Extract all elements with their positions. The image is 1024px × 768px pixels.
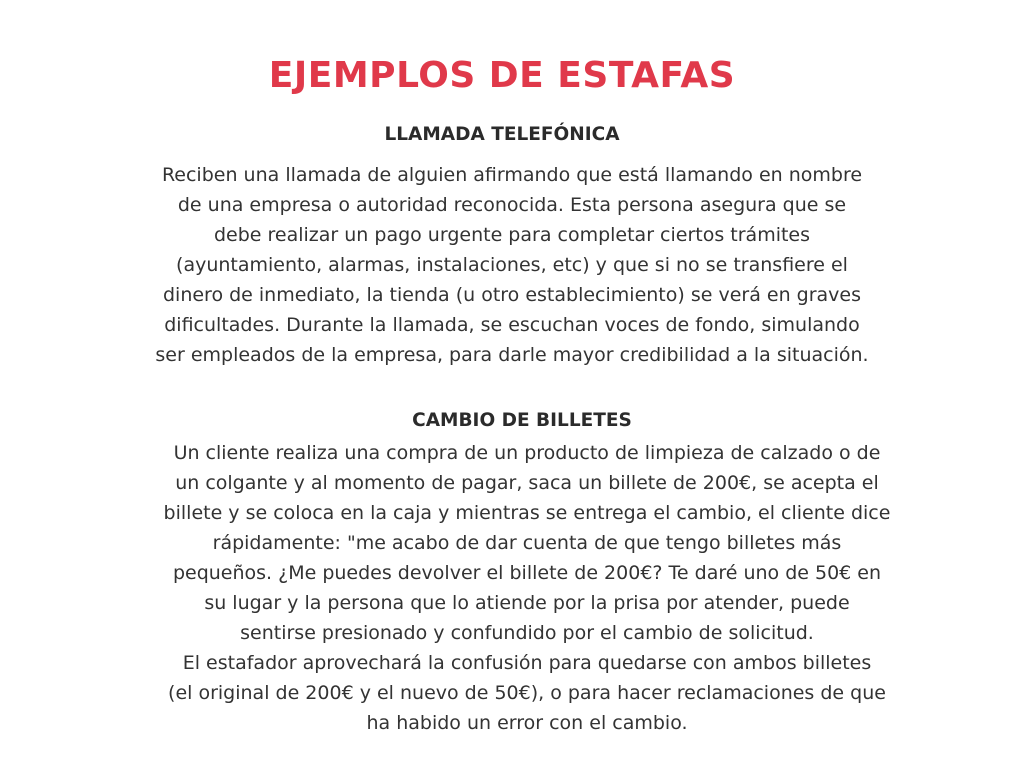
body-line: Un cliente realiza una compra de un producto de limpieza de calzado o de bbox=[173, 442, 881, 464]
section-body-phone-call bbox=[100, 160, 924, 370]
body-line: ser empleados de la empresa, para darle mayor credibilidad a la situación. bbox=[155, 344, 869, 366]
section-heading-phone-call: LLAMADA TELEFÓNICA bbox=[384, 124, 620, 145]
body-line: de una empresa o autoridad reconocida. Esta persona asegura que se bbox=[177, 194, 847, 216]
body-line: sentirse presionado y confundido por el cambio de solicitud. bbox=[240, 622, 814, 644]
body-line: dificultades. Durante la llamada, se escuchan voces de fondo, simulando bbox=[164, 314, 860, 336]
body-line: pequeños. ¿Me puedes devolver el billete de 200€? Te daré uno de 50€ en bbox=[172, 562, 882, 584]
body-line: un colgante y al momento de pagar, saca un billete de 200€, se acepta el bbox=[175, 472, 879, 494]
section-heading-bill-exchange: CAMBIO DE BILLETES bbox=[412, 410, 632, 431]
body-line: (ayuntamiento, alarmas, instalaciones, etc) y que si no se transfiere el bbox=[176, 254, 848, 276]
body-line: ha habido un error con el cambio. bbox=[366, 712, 688, 734]
body-line: El estafador aprovechará la confusión para quedarse con ambos billetes bbox=[182, 652, 872, 674]
body-line: Reciben una llamada de alguien afirmando que está llamando en nombre bbox=[161, 164, 863, 186]
body-line: (el original de 200€ y el nuevo de 50€), o para hacer reclamaciones de que bbox=[168, 682, 886, 704]
body-line: su lugar y la persona que lo atiende por la prisa por atender, puede bbox=[204, 592, 850, 614]
body-line: debe realizar un pago urgente para completar ciertos trámites bbox=[213, 224, 811, 246]
section-body-bill-exchange bbox=[112, 438, 942, 738]
body-line: rápidamente: "me acabo de dar cuenta de que tengo billetes más bbox=[212, 532, 842, 554]
page-title: EJEMPLOS DE ESTAFAS bbox=[268, 55, 736, 96]
body-line: billete y se coloca en la caja y mientras se entrega el cambio, el cliente dice bbox=[163, 502, 891, 524]
body-line: dinero de inmediato, la tienda (u otro establecimiento) se verá en graves bbox=[162, 284, 862, 306]
